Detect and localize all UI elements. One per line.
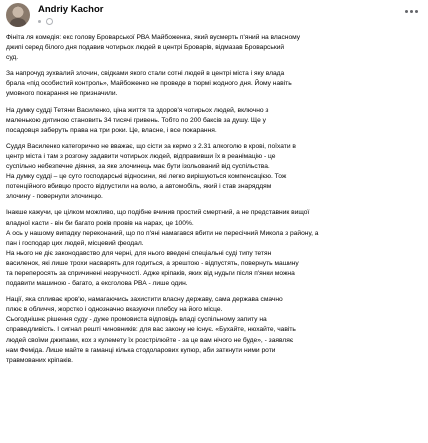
post-text-line: людей своїми джипами, кох з кулемету їх розстрілюйте - за це вам нічого не буде», - заявляє — [6, 336, 294, 344]
post-text-line: умовного покарання не призначили. — [6, 90, 118, 98]
post-text-line: василенок, які лише трохи насварять для годиться, а зрештою - відпустять, повернуть машину — [6, 259, 299, 267]
post-text-line: брала «під особистий контроль», Майбоженко не проведе в тюрмі жодного дня. Йому навіть — [6, 80, 292, 88]
post-text-line: Суддя Василенко категорично не вважає, що сісти за кермо з 2.31 алкоголю в крові, поїхати в — [6, 142, 296, 150]
dot-icon — [405, 10, 408, 13]
post-text-line: владної касти - він би багато років провів на нарах, це 100%. — [6, 219, 194, 227]
post-text-line: джипі серед білого дня подавив чотирьох людей в центрі Броварів, відмазав Броварський — [6, 44, 285, 52]
post-text-line: плює в обличчя, жорстко і однозначно вказуючи плебсу на його місце. — [6, 306, 223, 314]
post-body — [6, 33, 418, 366]
post-text-line: На нього не діє законодавство для черні, для нього введені спеціальні суді типу тетян — [6, 249, 272, 257]
post-text-line: травмованих кріпаків. — [6, 356, 73, 364]
post-text-line: центр міста і там з розгону задавити чотирьох людей, відправивши їх в реанімацію - це — [6, 152, 276, 160]
post-text-line: За напрочуд зухвалий злочин, свідками якого стали сотні людей в центрі міста і яку влада — [6, 70, 285, 78]
post-meta — [38, 18, 62, 26]
post-text-line: А ось у нашому випадку переконаний, що по п'яні намагався вбити не пересічний Микола з району, а — [6, 229, 319, 237]
post-text-line: подавити машиною - багато, а ексголова РВА - лише один. — [6, 280, 188, 288]
post-text-line: суд. — [6, 54, 19, 62]
post-text-line: злочину - повернули злочинцю. — [6, 193, 103, 201]
post-text-line: нам Феміда. Лише майте в гаманці кілька стодоларових купюр, аби заткнути ними роти — [6, 346, 276, 354]
post-text-line: маленькою дитиною становить 34 тисячі гривень. Тобто по 200 баксів за душу. Ще у — [6, 116, 266, 124]
post-text-line: На думку судді Тетяни Василенко, ціна життя та здоров'я чотирьох людей, включно з — [6, 106, 269, 114]
post-text-line: пан і господар цих людей, місцевий феодал. — [6, 239, 144, 247]
post-text-line: Фініта ля комедія: екс голову Броварської РВА Майбоженка, який вусмерть п'яний на власному — [6, 34, 301, 41]
more-options-button[interactable] — [402, 4, 420, 18]
post-text-line: На думку судді – це суто господарські відносини, які легко вирішуються компенсацією. Тож — [6, 173, 287, 181]
post-text-line: Нації, яка спливає кров'ю, намагаючись захистити власну державу, сама держава смачно — [6, 296, 283, 304]
post-header — [0, 0, 428, 33]
post-text-line: Інакше кажучи, це цілком можливо, що подібне вчинив простий смертний, а не представник вищої — [6, 209, 310, 217]
post-text-line: Сьогоднішнє рішення суду - дуже промовиста відповідь владі суспільному запиту на — [6, 316, 267, 324]
dot-icon — [410, 10, 413, 13]
post-text-line: посадовця заберуть права на три роки. Це, власне, і все покарання. — [6, 126, 217, 134]
separator-dot — [38, 20, 41, 23]
dot-icon — [415, 10, 418, 13]
post-text-line: суспільно небезпечне діяння, за яке злочинець має бути ізольований від суспільства. — [6, 163, 270, 171]
post-text-line: потенційного вбивцю просто відпустили на волю, а автомобіль, який і став знаряддям — [6, 183, 272, 191]
author-name[interactable]: Andriy Kachor — [38, 4, 104, 15]
post-text-line: справедливість. І сигнал решті чиновників: для вас закону не існує. «Бухайте, нюхайте, чавіть — [6, 326, 296, 334]
author-avatar[interactable] — [6, 3, 30, 27]
post-text-line: та переперосять за спричинені незручності. Адже кріпаків, яких від нудьги після п'янки можна — [6, 269, 295, 277]
globe-icon — [46, 18, 53, 25]
